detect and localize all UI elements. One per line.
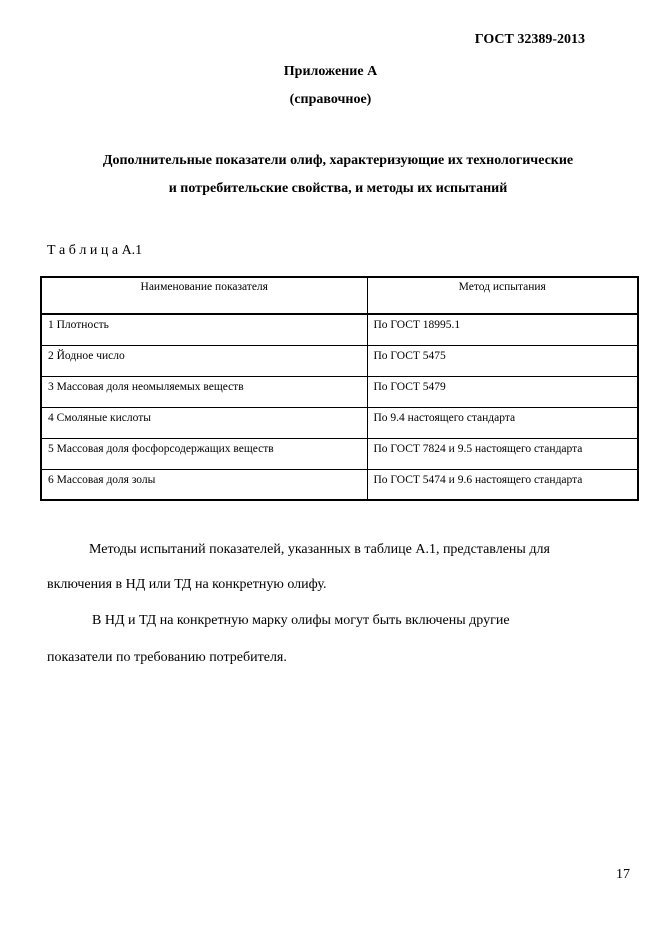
indicator-cell: 5 Массовая доля фосфорсодержащих веществ xyxy=(41,438,367,469)
method-cell: По 9.4 настоящего стандарта xyxy=(367,407,638,438)
table-header-row xyxy=(41,277,638,314)
section-heading-line-1: Дополнительные показатели олиф, характеризующие их технологические xyxy=(102,153,574,168)
indicator-cell: 3 Массовая доля неомыляемых веществ xyxy=(41,376,367,407)
method-cell: По ГОСТ 7824 и 9.5 настоящего стандарта xyxy=(367,438,638,469)
standard-code: ГОСТ 32389-2013 xyxy=(474,32,585,47)
table-caption: Т а б л и ц а А.1 xyxy=(47,243,143,258)
paragraph-1-line-2: включения в НД или ТД на конкретную олифу. xyxy=(47,577,327,592)
table-row xyxy=(41,314,638,345)
paragraph-1-line-1: Методы испытаний показателей, указанных в таблице А.1, представлены для xyxy=(89,542,550,557)
indicator-cell: 2 Йодное число xyxy=(41,345,367,376)
method-cell: По ГОСТ 18995.1 xyxy=(367,314,638,345)
method-cell: По ГОСТ 5474 и 9.6 настоящего стандарта xyxy=(367,469,638,500)
table-row xyxy=(41,438,638,469)
column-header-indicator: Наименование показателя xyxy=(41,277,367,314)
appendix-title: Приложение А xyxy=(283,64,378,79)
section-heading-line-2: и потребительские свойства, и методы их испытаний xyxy=(168,181,508,196)
table-row xyxy=(41,376,638,407)
appendix-type: (справочное) xyxy=(289,92,372,107)
indicator-cell: 4 Смоляные кислоты xyxy=(41,407,367,438)
indicators-table xyxy=(40,276,639,501)
indicator-cell: 6 Массовая доля золы xyxy=(41,469,367,500)
page-number: 17 xyxy=(616,867,630,882)
indicator-cell: 1 Плотность xyxy=(41,314,367,345)
method-cell: По ГОСТ 5479 xyxy=(367,376,638,407)
method-cell: По ГОСТ 5475 xyxy=(367,345,638,376)
paragraph-2-line-2: показатели по требованию потребителя. xyxy=(47,650,287,665)
table-row xyxy=(41,407,638,438)
table-row xyxy=(41,345,638,376)
paragraph-2-line-1: В НД и ТД на конкретную марку олифы могут быть включены другие xyxy=(92,613,510,628)
column-header-method: Метод испытания xyxy=(367,277,638,314)
table-row xyxy=(41,469,638,500)
